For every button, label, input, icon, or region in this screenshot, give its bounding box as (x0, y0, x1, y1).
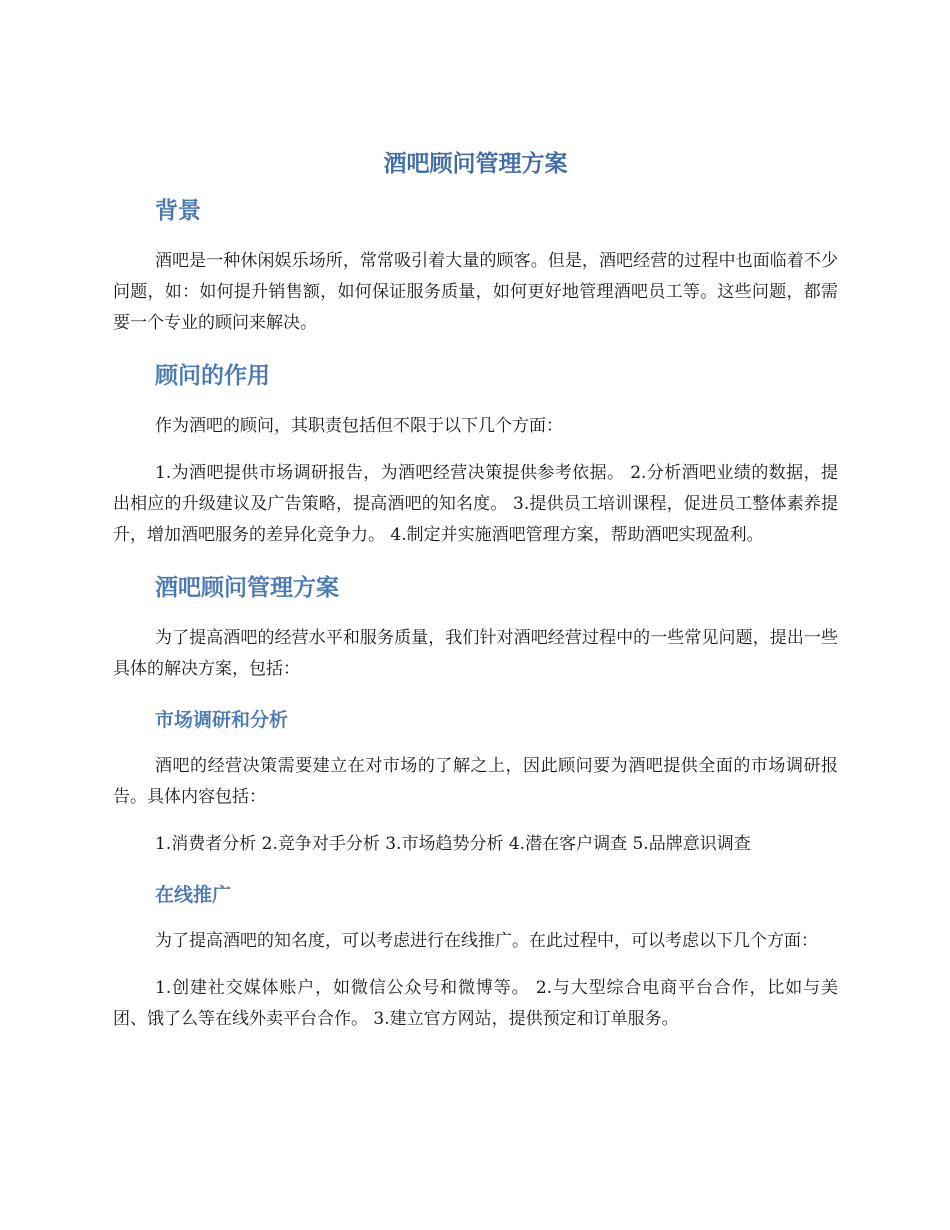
document-title: 酒吧顾问管理方案 (383, 151, 568, 177)
heading-market-research: 市场调研和分析 (155, 709, 289, 731)
paragraph-online-intro: 为了提高酒吧的知名度，可以考虑进行在线推广。在此过程中，可以考虑以下几个方面： (155, 931, 818, 951)
heading-management-plan: 酒吧顾问管理方案 (155, 575, 339, 601)
paragraph-background: 酒吧是一种休闲娱乐场所，常常吸引着大量的顾客。但是，酒吧经营的过程中也面临着不少问题，如：如何提升销售额，如何保证服务质量，如何更好地管理酒吧员工等。这些问题，都需要一个专业的顾问来解决。 (113, 251, 838, 333)
heading-background: 背景 (155, 198, 201, 224)
document-body (113, 146, 838, 1051)
paragraph-role-duties: 1.为酒吧提供市场调研报告，为酒吧经营决策提供参考依据。 2.分析酒吧业绩的数据，提出相应的升级建议及广告策略，提高酒吧的知名度。 3.提供员工培训课程，促进员工整体素养提升，增加酒吧服务的差异化竞争力。 4.制定并实施酒吧管理方案，帮助酒吧实现盈利。 (113, 463, 838, 545)
paragraph-plan-intro: 为了提高酒吧的经营水平和服务质量，我们针对酒吧经营过程中的一些常见问题，提出一些具体的解决方案，包括： (113, 628, 838, 679)
paragraph-market-intro: 酒吧的经营决策需要建立在对市场的了解之上，因此顾问要为酒吧提供全面的市场调研报告。具体内容包括： (113, 756, 838, 807)
paragraph-role-intro: 作为酒吧的顾问，其职责包括但不限于以下几个方面： (155, 416, 563, 436)
paragraph-market-items: 1.消费者分析 2.竞争对手分析 3.市场趋势分析 4.潜在客户调查 5.品牌意识调查 (155, 834, 751, 854)
heading-online-promotion: 在线推广 (155, 884, 232, 906)
heading-consultant-role: 顾问的作用 (155, 363, 270, 389)
paragraph-online-items: 1.创建社交媒体账户，如微信公众号和微博等。 2.与大型综合电商平台合作，比如与美团、饿了么等在线外卖平台合作。 3.建立官方网站，提供预定和订单服务。 (113, 978, 838, 1029)
